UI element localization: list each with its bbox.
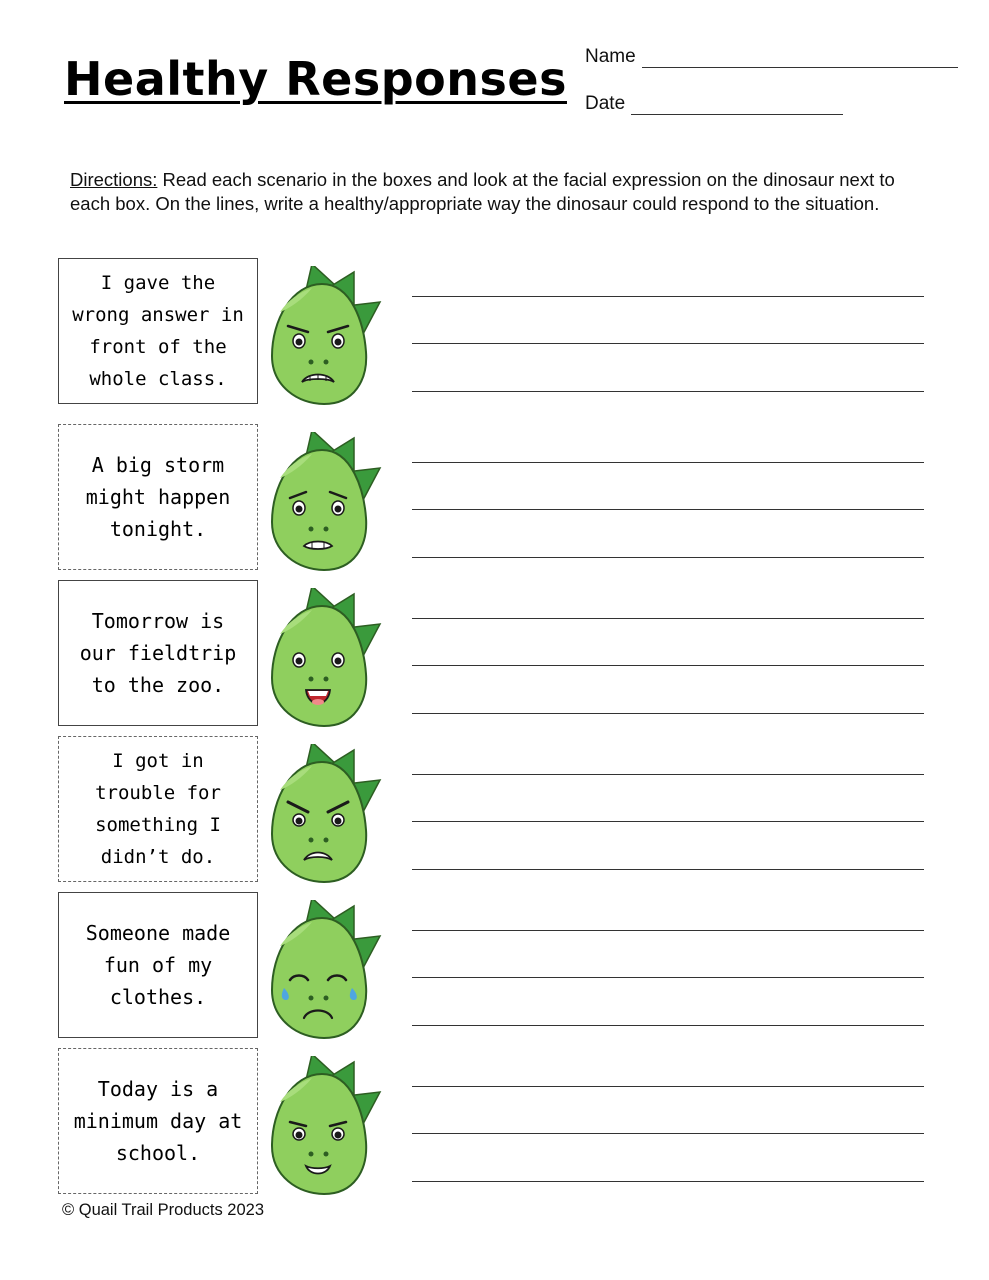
response-line[interactable]	[412, 618, 924, 619]
scenario-row	[0, 1048, 989, 1198]
scenario-box	[58, 258, 258, 404]
response-line[interactable]	[412, 869, 924, 870]
dinosaur-happy-icon	[262, 1056, 386, 1196]
scenario-row	[0, 258, 989, 408]
response-line[interactable]	[412, 1086, 924, 1087]
date-write-line[interactable]	[631, 96, 843, 115]
scenario-box	[58, 424, 258, 570]
date-field[interactable]	[585, 93, 843, 115]
scenario-row	[0, 580, 989, 730]
scenario-row	[0, 892, 989, 1042]
dinosaur-excited-icon	[262, 588, 386, 728]
scenario-box	[58, 1048, 258, 1194]
scenario-box	[58, 580, 258, 726]
scenario-text: I gave the wrong answer in front of the whole class.	[72, 272, 244, 390]
directions	[70, 168, 930, 215]
directions-label: Directions:	[70, 169, 158, 190]
response-line[interactable]	[412, 509, 924, 510]
scenario-text: A big storm might happen tonight.	[85, 453, 231, 541]
response-line[interactable]	[412, 1133, 924, 1134]
scenario-text: Someone made fun of my clothes.	[85, 921, 231, 1009]
date-label: Date	[585, 93, 626, 114]
scenario-box	[58, 892, 258, 1038]
response-line[interactable]	[412, 1181, 924, 1182]
dinosaur-worried-icon	[262, 432, 386, 572]
dinosaur-sad-icon	[262, 900, 386, 1040]
directions-text: Read each scenario in the boxes and look at the facial expression on the dinosaur next to each box. On the lines, write a healthy/appropriate way the dinosaur could respond to the situation.	[70, 169, 895, 214]
scenario-row	[0, 736, 989, 886]
response-line[interactable]	[412, 391, 924, 392]
response-line[interactable]	[412, 713, 924, 714]
response-line[interactable]	[412, 462, 924, 463]
copyright-footer: © Quail Trail Products 2023	[62, 1201, 265, 1219]
response-line[interactable]	[412, 977, 924, 978]
worksheet-title: Healthy Responses	[64, 52, 567, 106]
name-write-line[interactable]	[642, 49, 958, 68]
name-label: Name	[585, 46, 636, 67]
response-line[interactable]	[412, 557, 924, 558]
scenario-text: I got in trouble for something I didn’t do.	[95, 750, 221, 868]
scenario-row	[0, 424, 989, 574]
response-line[interactable]	[412, 343, 924, 344]
response-line[interactable]	[412, 665, 924, 666]
scenario-text: Tomorrow is our fieldtrip to the zoo.	[79, 609, 237, 697]
response-line[interactable]	[412, 774, 924, 775]
dinosaur-embarrassed-icon	[262, 266, 386, 406]
dinosaur-angry-icon	[262, 744, 386, 884]
response-line[interactable]	[412, 821, 924, 822]
scenario-text: Today is a minimum day at school.	[73, 1077, 243, 1165]
response-line[interactable]	[412, 930, 924, 931]
scenario-box	[58, 736, 258, 882]
response-line[interactable]	[412, 296, 924, 297]
name-field[interactable]	[585, 46, 958, 68]
response-line[interactable]	[412, 1025, 924, 1026]
